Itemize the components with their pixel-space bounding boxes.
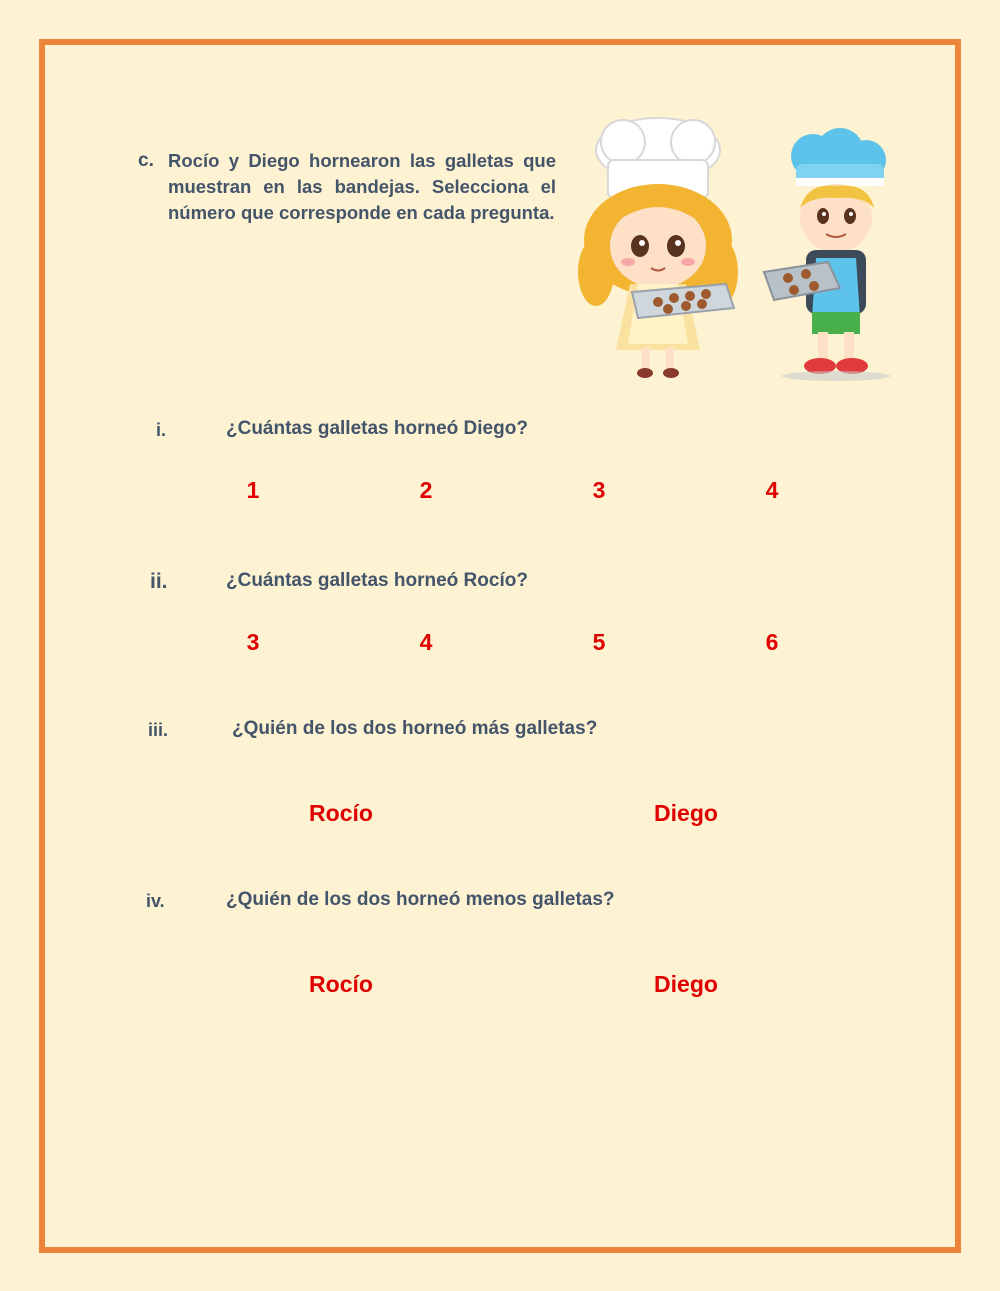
question-3-label: iii. [148,720,169,740]
q1-option-1[interactable]: 1 [246,477,260,503]
instructions-text: Rocío y Diego hornearon las galletas que muestran en las bandejas. Selecciona el número que corresponde en cada pregunta. [168,150,556,223]
q1-option-2[interactable]: 2 [419,477,433,503]
q4-option-diego[interactable]: Diego [654,971,718,997]
q4-option-rocio[interactable]: Rocío [309,971,373,997]
question-3-text: ¿Quién de los dos horneó más galletas? [232,718,598,739]
q3-option-rocio[interactable]: Rocío [309,800,373,826]
q2-option-1[interactable]: 3 [246,629,260,655]
question-4-label: iv. [146,891,165,911]
q2-option-3[interactable]: 5 [592,629,606,655]
q2-option-4[interactable]: 6 [765,629,779,655]
boy-chef-figure [764,128,890,381]
q1-option-3[interactable]: 3 [592,477,606,503]
question-4-text: ¿Quién de los dos horneó menos galletas? [226,889,615,910]
question-1-label: i. [156,420,167,440]
q3-option-diego[interactable]: Diego [654,800,718,826]
q2-option-2[interactable]: 4 [419,629,433,655]
question-2-label: ii. [150,570,168,593]
chefs-illustration [568,112,898,384]
q1-option-4[interactable]: 4 [765,477,779,503]
question-2-text: ¿Cuántas galletas horneó Rocío? [226,570,528,591]
question-1-text: ¿Cuántas galletas horneó Diego? [226,418,528,439]
girl-chef-figure [578,118,738,378]
section-letter: c. [138,150,154,171]
